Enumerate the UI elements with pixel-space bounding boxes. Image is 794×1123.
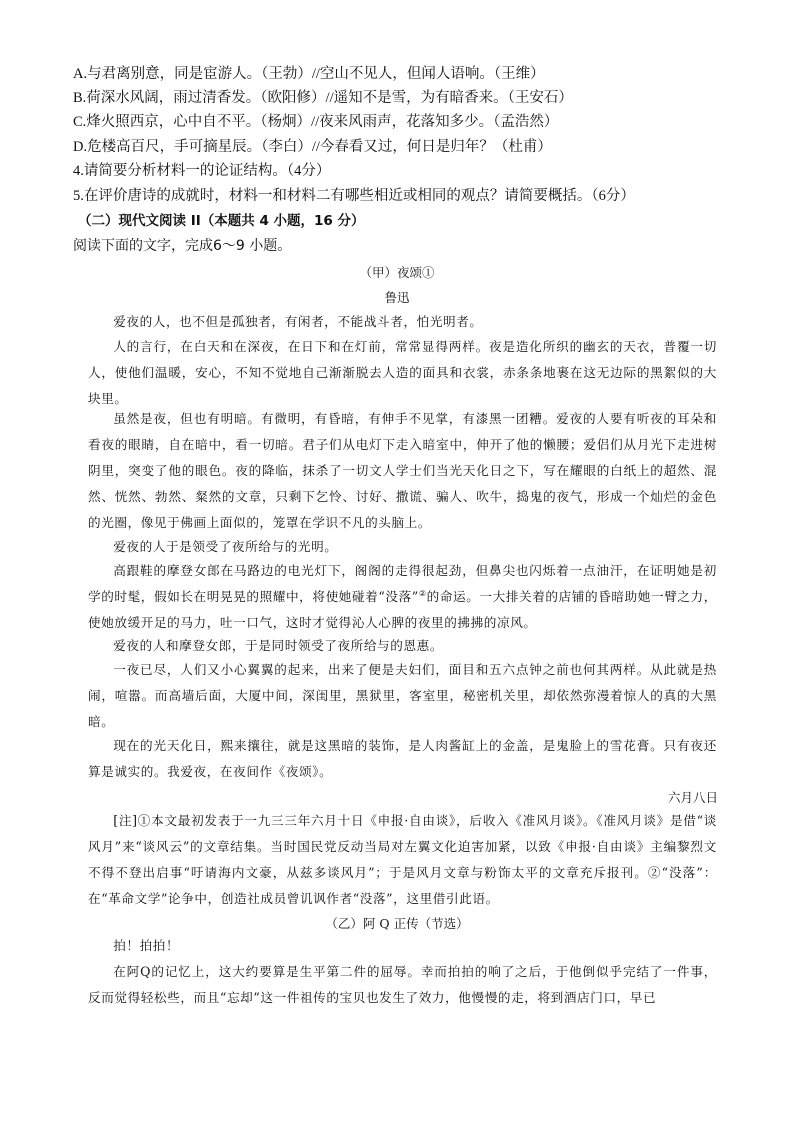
option-b: B.荷深水风阔，雨过清香发。（欧阳修）//遥知不是雪，为有暗香来。（王安石） (73, 90, 573, 106)
article1-paragraph-7: 一夜已尽，人们又小心翼翼的起来，出来了便是夫妇们，面目和五六点钟之前也何其两样。从此就是热闹，喧嚣。而高墙后面，大厦中间，深闺里，黑狱里，客室里，秘密机关里，却依然弥漫着惊人的真的大黑暗。 (88, 662, 717, 729)
article2-paragraph-1: 拍！拍拍！ (113, 938, 180, 953)
article1-paragraph-3: 虽然是夜，但也有明暗。有微明，有昏暗，有伸手不见掌，有漆黑一团糟。爱夜的人要有听夜的耳朵和看夜的眼睛，自在暗中，看一切暗。君子们从电灯下走入暗室中，伸开了他的懒腰；爱侣们从月光下走进树阴里，突变了他的眼色。夜的降临，抹杀了一切文人学士们当光天化日之下，写在耀眼的白纸上的超然、混然、恍然、勃然、粲然的文章，只剩下乞怜、讨好、撒谎、骗人、吹牛，捣鬼的夜气，形成一个灿烂的金色的光圈，像见于佛画上面似的，笼罩在学识不凡的头脑上。 (88, 411, 717, 530)
article2-paragraph-2: 在阿Q的记忆上，这大约要算是生平第二件的屈辱。幸而拍拍的响了之后，于他倒似乎完结了一件事，反而觉得轻松些，而且“忘却”这一件祖传的宝贝也发生了效力，他慢慢的走，将到酒店门口，早已 (88, 964, 717, 1005)
section-heading: （二）现代文阅读 II（本题共 4 小题，16 分） (78, 213, 365, 229)
article1-paragraph-1: 爱夜的人，也不但是孤独者，有闲者，不能战斗者，怕光明者。 (113, 314, 483, 329)
article1-note: [注]①本文最初发表于一九三三年六月十日《申报·自由谈》，后收入《准风月谈》。《准风月谈》是借“谈风月”来“谈风云”的文章结集。当时国民党反动当局对左翼文化迫害加紧，以致《申报·自由谈》主编黎烈文不得不登出启事“吁请海内文豪，从兹多谈风月”；于是风月文章与粉饰太平的文章充斥报刊。②“没落”：在“革命文学”论争中，创造社成员曾讥讽作者“没落”，这里借引此语。 (88, 813, 717, 906)
article1-paragraph-6: 爱夜的人和摩登女郎，于是同时领受了夜所给与的恩惠。 (113, 638, 444, 653)
paragraph-5-text-a: 高跟鞋的摩登女郎在马路边的电光灯下，阁阁的走得很起劲，但鼻尖也闪烁着一点油汗，在证明她是初学的时髦，假如长在明晃晃的照耀中，将使她碰着“没落” (88, 563, 717, 604)
article1-paragraph-5 (88, 558, 717, 636)
paragraph-5-text-b: 的命运。一大排关着的店铺的昏暗助她一臂之力，使她放缓开足的马力，吐一口气，这时才觉得沁人心脾的夜里的拂拂的凉风。 (88, 589, 717, 630)
option-d: D.危楼高百尺，手可摘星辰。（李白）//今春看又过，何日是归年？（杜甫） (73, 139, 552, 155)
option-a: A.与君离别意，同是宦游人。（王勃）//空山不见人，但闻人语响。（王维） (73, 66, 545, 82)
article1-paragraph-4: 爱夜的人于是领受了夜所给与的光明。 (113, 539, 338, 554)
question-4: 4.请简要分析材料一的论证结构。（4分） (73, 163, 331, 179)
option-c: C.烽火照西京，心中自不平。（杨炯）//夜来风雨声，花落知多少。（孟浩然） (73, 114, 559, 130)
question-5: 5.在评价唐诗的成就时，材料一和材料二有哪些相近或相同的观点？请简要概括。（6分） (73, 188, 635, 204)
footnote-mark: ② (418, 588, 427, 598)
reading-instruction: 阅读下面的文字，完成6～9 小题。 (73, 238, 292, 254)
article1-author: 鲁迅 (384, 290, 410, 305)
article1-paragraph-2: 人的言行，在白天和在深夜，在日下和在灯前，常常显得两样。夜是造化所织的幽玄的天衣，普覆一切人，使他们温暖，安心，不知不觉地自己渐渐脱去人造的面具和衣裳，赤条条地裹在这无边际的黑絮似的大块里。 (88, 339, 717, 406)
article1-title: （甲）夜颂① (359, 265, 435, 280)
article1-date: 六月八日 (667, 790, 718, 805)
article2-title: （乙）阿 Q 正传（节选） (325, 916, 469, 931)
article1-paragraph-8: 现在的光天化日，熙来攘往，就是这黑暗的装饰，是人肉酱缸上的金盖，是鬼脸上的雪花膏。只有夜还算是诚实的。我爱夜，在夜间作《夜颂》。 (88, 738, 717, 779)
